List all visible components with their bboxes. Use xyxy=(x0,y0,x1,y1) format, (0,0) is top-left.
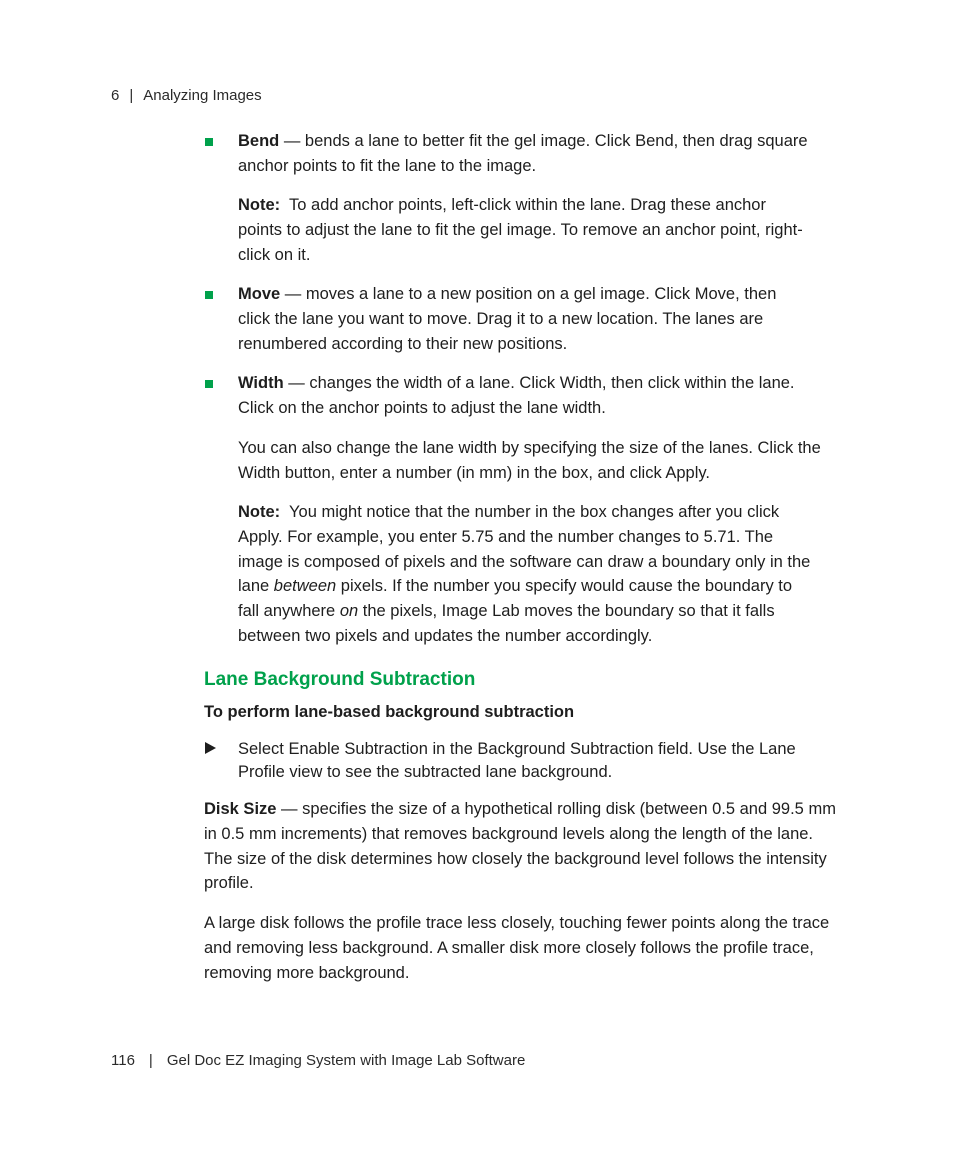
bend-note xyxy=(238,193,808,267)
width-note-text: You might notice that the number in the box changes after you click Apply. For example, you enter 5.75 and the number changes to 5.71. The image is composed of pixels and the software can draw a boundary only in the lane xyxy=(238,503,811,596)
large-disk-paragraph: A large disk follows the profile trace less closely, touching fewer points along the trace and removing less background. A smaller disk more closely follows the profile trace, removing more background. xyxy=(204,914,830,982)
bend-term: Bend xyxy=(238,132,280,150)
bend-note-text: To add anchor points, left-click within the lane. Drag these anchor points to adjust the lane to fit the gel image. To remove an anchor point, right-click on it. xyxy=(238,196,803,264)
move-item: Move — moves a lane to a new position on a gel image. Click Move, then click the lane you want to move. Drag it to a new location. The lanes are renumbered according to their new positions. xyxy=(238,285,777,353)
width-desc: changes the width of a lane. Click Width, then click within the lane. Click on the anchor points to adjust the lane width. xyxy=(238,374,795,417)
disk-size-paragraph: Disk Size — specifies the size of a hypothetical rolling disk (between 0.5 and 99.5 mm in 0.5 mm increments) that removes background levels along the length of the lane. The size of the disk determines how closely the background level follows the intensity profile. xyxy=(204,800,836,893)
note-label: Note: xyxy=(238,503,281,521)
disk-size-desc: specifies the size of a hypothetical rolling disk (between 0.5 and 99.5 mm in 0.5 mm increments) that removes background levels along the length of the lane. The size of the disk determines how closely the background level follows the intensity profile. xyxy=(204,800,836,893)
width-note-emphasis: on xyxy=(339,602,359,621)
bullet-square-icon xyxy=(205,138,213,146)
width-note xyxy=(238,500,813,649)
width-note-emphasis: between xyxy=(273,577,337,596)
width-term: Width xyxy=(238,374,284,392)
width-paragraph: You can also change the lane width by specifying the size of the lanes. Click the Width button, enter a number (in mm) in the box, and click Apply. xyxy=(238,439,821,482)
width-note-text: the pixels, Image Lab moves the boundary so that it falls between two pixels and updates the number accordingly. xyxy=(238,602,775,645)
running-footer xyxy=(111,1052,525,1069)
width-item: Width — changes the width of a lane. Click Width, then click within the lane. Click on the anchor points to adjust the lane width. xyxy=(238,374,795,417)
section-heading: Lane Background Subtraction xyxy=(204,669,476,690)
disk-size-term: Disk Size xyxy=(204,800,277,818)
footer-page-number: 116 xyxy=(111,1052,135,1069)
bullet-square-icon xyxy=(205,291,213,299)
procedure-heading: To perform lane-based background subtraction xyxy=(204,703,575,721)
move-desc: moves a lane to a new position on a gel image. Click Move, then click the lane you want to move. Drag it to a new location. The lanes are renumbered according to their new positions. xyxy=(238,285,777,353)
header-page-number: 6 xyxy=(111,87,120,104)
footer-separator: | xyxy=(148,1052,153,1069)
procedure-step: Select Enable Subtraction in the Background Subtraction field. Use the Lane Profile view to see the subtracted lane background. xyxy=(238,740,796,781)
running-header xyxy=(111,87,262,104)
bullet-square-icon xyxy=(205,380,213,388)
header-separator: | xyxy=(129,87,134,104)
width-note-text: pixels. If the number you specify would cause the boundary to fall anywhere xyxy=(238,577,793,621)
footer-title: Gel Doc EZ Imaging System with Image Lab Software xyxy=(166,1052,526,1069)
move-term: Move xyxy=(238,285,281,303)
bend-desc: bends a lane to better fit the gel image. Click Bend, then drag square anchor points to fit the lane to the image. xyxy=(238,132,808,175)
step-arrow-icon xyxy=(205,742,216,754)
bend-item: Bend — bends a lane to better fit the gel image. Click Bend, then drag square anchor points to fit the lane to the image. xyxy=(238,132,808,175)
note-label: Note: xyxy=(238,196,281,214)
header-chapter: Analyzing Images xyxy=(143,87,262,104)
